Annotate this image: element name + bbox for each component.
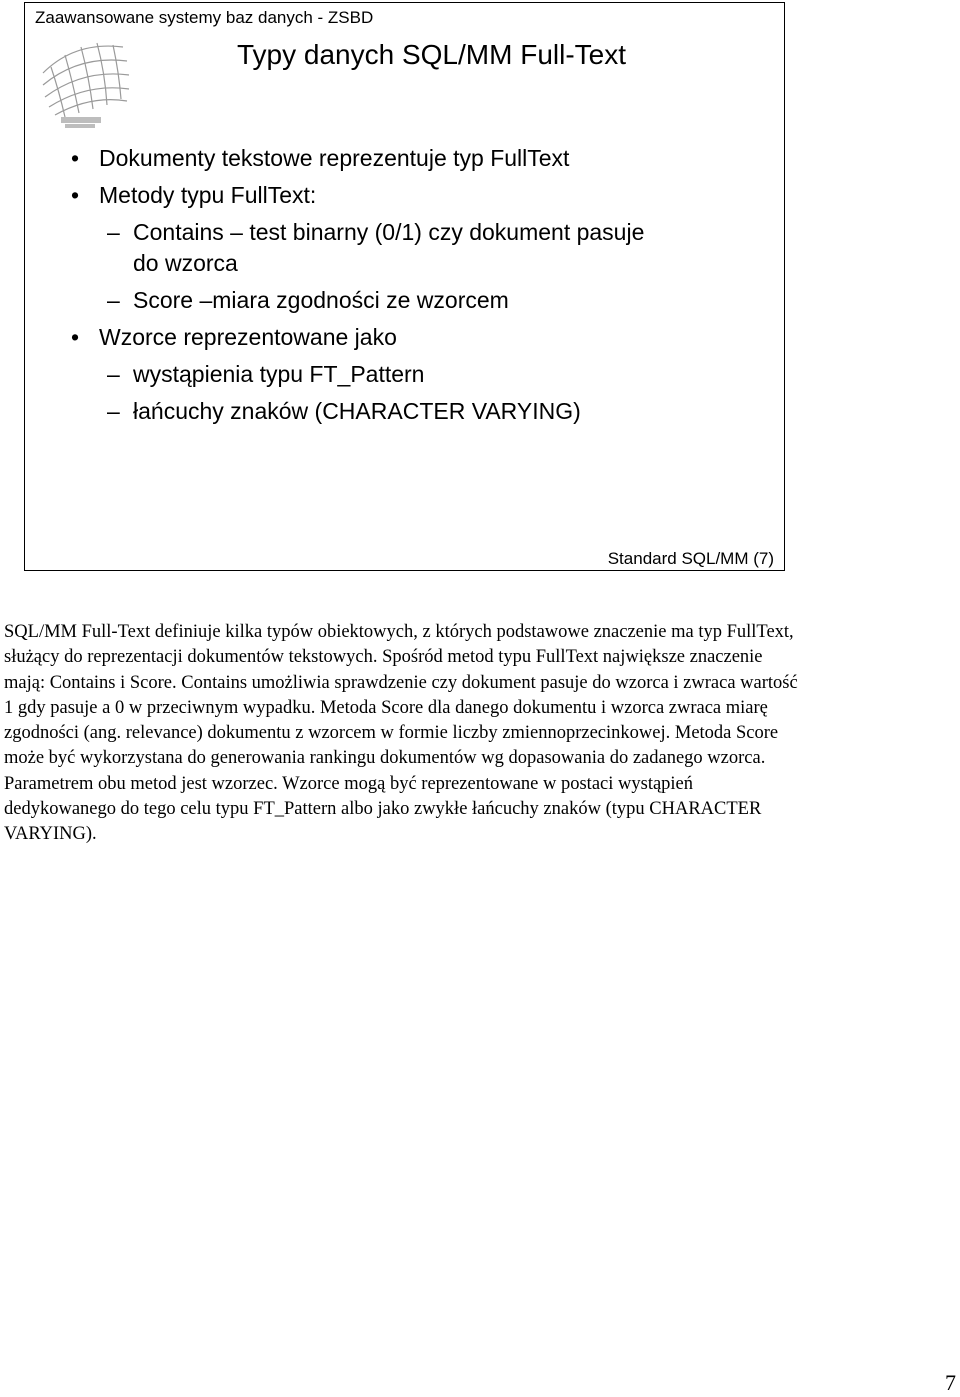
bullet-text: Wzorce reprezentowane jako	[99, 324, 397, 350]
slide-title: Typy danych SQL/MM Full-Text	[237, 39, 627, 70]
dash-marker: –	[107, 361, 120, 387]
notes-paragraph: SQL/MM Full-Text definiuje kilka typów obiektowych, z których podstawowe znaczenie ma typ FullText, służący do reprezentacji dokumentów tekstowych. Spośród metod typu FullText największe znaczenie mają: Contains i Score. Contains umożliwia sprawdzenie czy dokument pasuje do wzorca i zwraca wartość 1 gdy pasuje a 0 w przeciwnym wypadku. Metoda Score dla danego dokumentu i wzorca zwraca miarę zgodności (ang. relevance) dokumentu z wzorcem w formie liczby zmiennoprzecinkowej. Metoda Score może być wykorzystana do generowania rankingu dokumentów wg dopasowania do zadanego wzorca. Parametrem obu metod jest wzorzec. Wzorce mogą być reprezentowane w postaci wystąpień dedykowanego do tego celu typu FT_Pattern albo jako zwykłe łańcuchy znaków (typu CHARACTER VARYING).	[4, 622, 798, 845]
slide-frame	[24, 2, 785, 571]
sub-bullet-text: wystąpienia typu FT_Pattern	[133, 361, 425, 387]
bullet-item	[25, 180, 786, 211]
notes-text	[4, 620, 804, 848]
bullet-marker: •	[71, 145, 80, 171]
sub-bullet-item	[25, 396, 653, 427]
bullet-list	[25, 143, 786, 433]
bullet-text: Metody typu FullText:	[99, 182, 317, 208]
grid-globe-logo-icon	[35, 33, 135, 129]
bullet-item	[25, 322, 786, 353]
dash-marker: –	[107, 287, 120, 313]
bullet-marker: •	[71, 182, 80, 208]
sub-bullet-item	[25, 359, 653, 390]
sub-bullet-item	[25, 217, 653, 279]
slide-header: Zaawansowane systemy baz danych - ZSBD	[35, 8, 374, 27]
sub-bullet-item	[25, 285, 653, 316]
dash-marker: –	[107, 398, 120, 424]
bullet-marker: •	[71, 324, 80, 350]
sub-bullet-text: Contains – test binarny (0/1) czy dokument pasuje do wzorca	[133, 219, 645, 276]
dash-marker: –	[107, 219, 120, 245]
page-number: 7	[945, 1370, 956, 1395]
sub-bullet-text: łańcuchy znaków (CHARACTER VARYING)	[133, 398, 581, 424]
bullet-text: Dokumenty tekstowe reprezentuje typ FullText	[99, 145, 570, 171]
bullet-item	[25, 143, 786, 174]
sub-bullet-text: Score –miara zgodności ze wzorcem	[133, 287, 509, 313]
slide-footer: Standard SQL/MM (7)	[607, 549, 774, 568]
